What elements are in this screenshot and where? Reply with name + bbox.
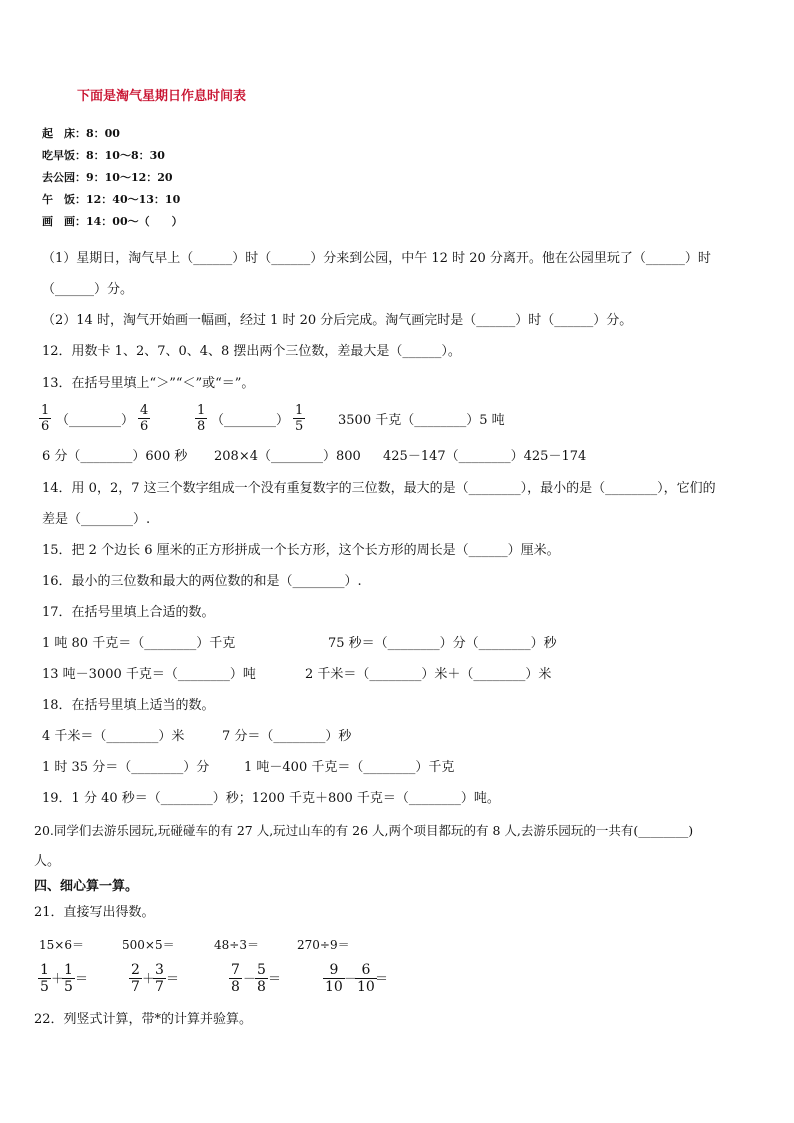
numerator: 1: [64, 962, 73, 978]
q17-item-c: 13 吨－3000 千克＝（________）吨: [42, 667, 256, 682]
denominator: 5: [295, 419, 304, 434]
question-14-line1: 14．用 0，2，7 这三个数字组成一个没有重复数字的三位数，最大的是（________），最小的是（________），它们的: [42, 481, 716, 496]
q21-a-operator: ＋: [51, 972, 65, 987]
q13-mass-compare: 3500 千克（________）5 吨: [338, 413, 505, 428]
numerator: 1: [197, 403, 206, 418]
q21-a-fraction-2: [62, 962, 75, 995]
question-19: 19．1 分 40 秒＝（________）秒；1200 千克＋800 千克＝（________）吨。: [42, 791, 500, 806]
q21-d-fraction-2: [355, 962, 377, 995]
numerator: 1: [40, 962, 49, 978]
q21-d-operator: －: [344, 972, 358, 987]
denominator: 6: [140, 419, 149, 434]
q13-fraction-3: [195, 403, 207, 434]
schedule-row-park: 去公园：9：10～12：20: [42, 171, 173, 184]
numerator: 5: [257, 962, 266, 978]
q21-expr-1: 15×6＝: [39, 938, 84, 952]
q18-item-c: 1 时 35 分＝（________）分: [42, 760, 210, 775]
q21-d-fraction-1: [323, 962, 345, 995]
q13-time-compare: 6 分（________）600 秒: [42, 449, 188, 464]
question-11-part1-line2: （______）分。: [42, 282, 134, 297]
q21-c-equals: ＝: [268, 972, 282, 987]
numerator: 1: [41, 403, 50, 418]
question-17-title: 17．在括号里填上合适的数。: [42, 605, 215, 620]
q17-item-d: 2 千米＝（________）米＋（________）米: [305, 667, 552, 682]
denominator: 8: [231, 979, 240, 995]
q21-a-equals: ＝: [75, 972, 89, 987]
question-15: 15．把 2 个边长 6 厘米的正方形拼成一个长方形，这个长方形的周长是（______）厘米。: [42, 543, 560, 558]
schedule-row-breakfast: 吃早饭：8：10～8：30: [42, 149, 165, 162]
q13-fraction-2: [138, 403, 150, 434]
question-18-title: 18．在括号里填上适当的数。: [42, 698, 215, 713]
denominator: 8: [257, 979, 266, 995]
question-20-line1: 20.同学们去游乐园玩,玩碰碰车的有 27 人,玩过山车的有 26 人,两个项目都玩的有 8 人,去游乐园玩的一共有(________): [34, 823, 694, 838]
q21-b-fraction-1: [129, 962, 142, 995]
numerator: 7: [231, 962, 240, 978]
denominator: 10: [325, 979, 343, 995]
denominator: 6: [41, 419, 50, 434]
q17-item-b: 75 秒＝（________）分（________）秒: [328, 636, 557, 651]
q13-blank-2: （________）: [211, 413, 290, 428]
schedule-row-lunch: 午 饭：12：40～13：10: [42, 193, 181, 206]
q21-b-fraction-2: [153, 962, 166, 995]
q13-fraction-1: [39, 403, 51, 434]
q21-b-operator: ＋: [142, 972, 156, 987]
q13-blank-1: （________）: [56, 413, 135, 428]
denominator: 10: [357, 979, 375, 995]
q13-difference-compare: 425－147（________）425－174: [383, 449, 587, 464]
q21-expr-3: 48÷3＝: [214, 938, 259, 952]
question-13-title: 13．在括号里填上“＞”“＜”或“＝”。: [42, 376, 255, 391]
numerator: 9: [329, 962, 339, 978]
schedule-row-wake: 起 床：8：00: [42, 127, 120, 140]
question-16: 16．最小的三位数和最大的两位数的和是（________）.: [42, 574, 362, 589]
q21-c-operator: －: [243, 972, 257, 987]
q21-d-equals: ＝: [375, 972, 389, 987]
numerator: 2: [131, 962, 140, 978]
question-11-part1-line1: （1）星期日，淘气早上（______）时（______）分来到公园，中午 12 时 20 分离开。他在公园里玩了（______）时: [42, 251, 711, 266]
q18-item-d: 1 吨－400 千克＝（________）千克: [244, 760, 455, 775]
schedule-row-drawing: 画 画：14：00～（ ）: [42, 215, 183, 228]
question-11-part2: （2）14 时，淘气开始画一幅画，经过 1 时 20 分后完成。淘气画完时是（______）时（______）分。: [42, 313, 633, 328]
denominator: 7: [131, 979, 140, 995]
q21-c-fraction-1: [229, 962, 242, 995]
q21-expr-2: 500×5＝: [122, 938, 175, 952]
q18-item-b: 7 分＝（________）秒: [222, 729, 352, 744]
denominator: 5: [64, 979, 73, 995]
question-12: 12．用数卡 1、2、7、0、4、8 摆出两个三位数，差最大是（______）。: [42, 344, 461, 359]
denominator: 7: [155, 979, 164, 995]
q21-a-fraction-1: [38, 962, 51, 995]
question-20-line2: 人。: [34, 854, 61, 869]
q21-expr-4: 270÷9＝: [297, 938, 350, 952]
question-21-title: 21．直接写出得数。: [34, 905, 155, 920]
q13-fraction-4: [293, 403, 305, 434]
denominator: 8: [197, 419, 206, 434]
q17-item-a: 1 吨 80 千克＝（________）千克: [42, 636, 236, 651]
q21-b-equals: ＝: [166, 972, 180, 987]
question-22: 22．列竖式计算，带*的计算并验算。: [34, 1012, 253, 1027]
q18-item-a: 4 千米＝（________）米: [42, 729, 185, 744]
section-4-heading: 四、细心算一算。: [34, 879, 139, 894]
schedule-title: 下面是淘气星期日作息时间表: [77, 89, 247, 104]
numerator: 4: [140, 403, 149, 418]
question-14-line2: 差是（________）.: [42, 512, 151, 527]
numerator: 3: [155, 962, 164, 978]
q13-product-compare: 208×4（________）800: [214, 449, 361, 464]
denominator: 5: [40, 979, 49, 995]
q21-c-fraction-2: [255, 962, 268, 995]
numerator: 1: [295, 403, 304, 418]
numerator: 6: [361, 962, 371, 978]
